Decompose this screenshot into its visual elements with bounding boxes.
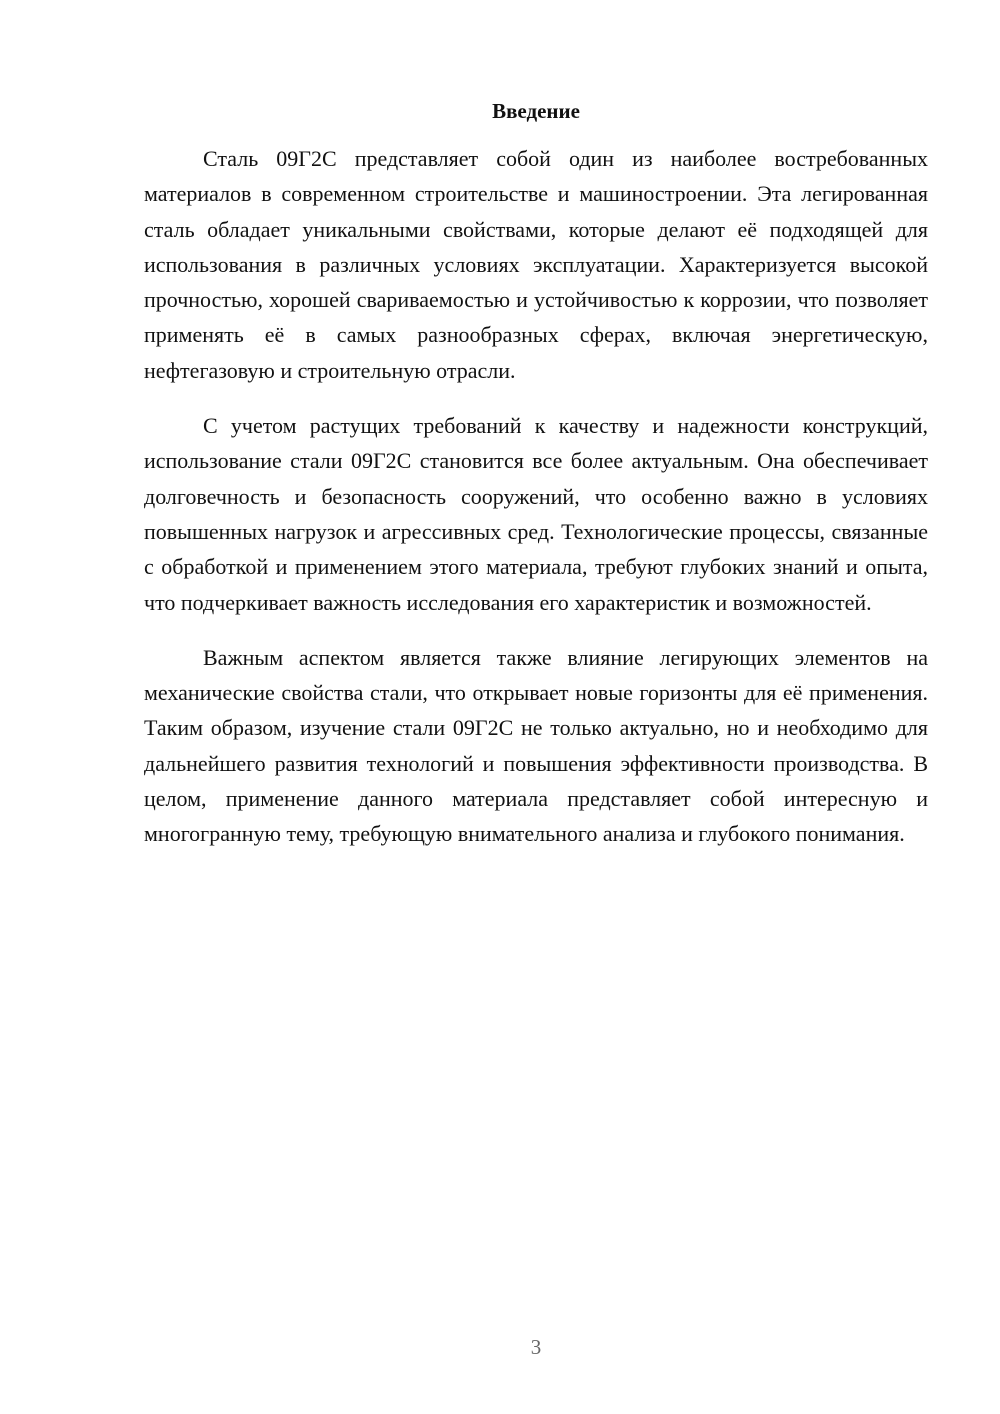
paragraph-3: Важным аспектом является также влияние легирующих элементов на механические свойства стали, что открывает новые горизонты для её применения. Таким образом, изучение стали 09Г2С не только актуально, но и необходимо для дальнейшего развития технологий и повышения эффективности производства. В целом, применение данного материала представляет собой интересную и многогранную тему, требующую внимательного анализа и глубокого понимания.: [144, 644, 928, 847]
body-text: [144, 141, 928, 872]
paragraph-1: Сталь 09Г2С представляет собой один из наиболее востребованных материалов в современном строительстве и машиностроении. Эта легированная сталь обладает уникальными свойствами, которые делают её подходящей для использования в различных условиях эксплуатации. Характеризуется высокой прочностью, хорошей свариваемостью и устойчивостью к коррозии, что позволяет применять её в самых разнообразных сферах, включая энергетическую, нефтегазовую и строительную отрасли.: [144, 146, 928, 383]
page-number: 3: [530, 1335, 542, 1359]
section-title: Введение: [492, 99, 580, 123]
paragraph-2: С учетом растущих требований к качеству и надежности конструкций, использование стали 09Г2С становится все более актуальным. Она обеспечивает долговечность и безопасность сооружений, что особенно важно в условиях повышенных нагрузок и агрессивных сред. Технологические процессы, связанные с обработкой и применением этого материала, требуют глубоких знаний и опыта, что подчеркивает важность исследования его характеристик и возможностей.: [144, 413, 928, 615]
